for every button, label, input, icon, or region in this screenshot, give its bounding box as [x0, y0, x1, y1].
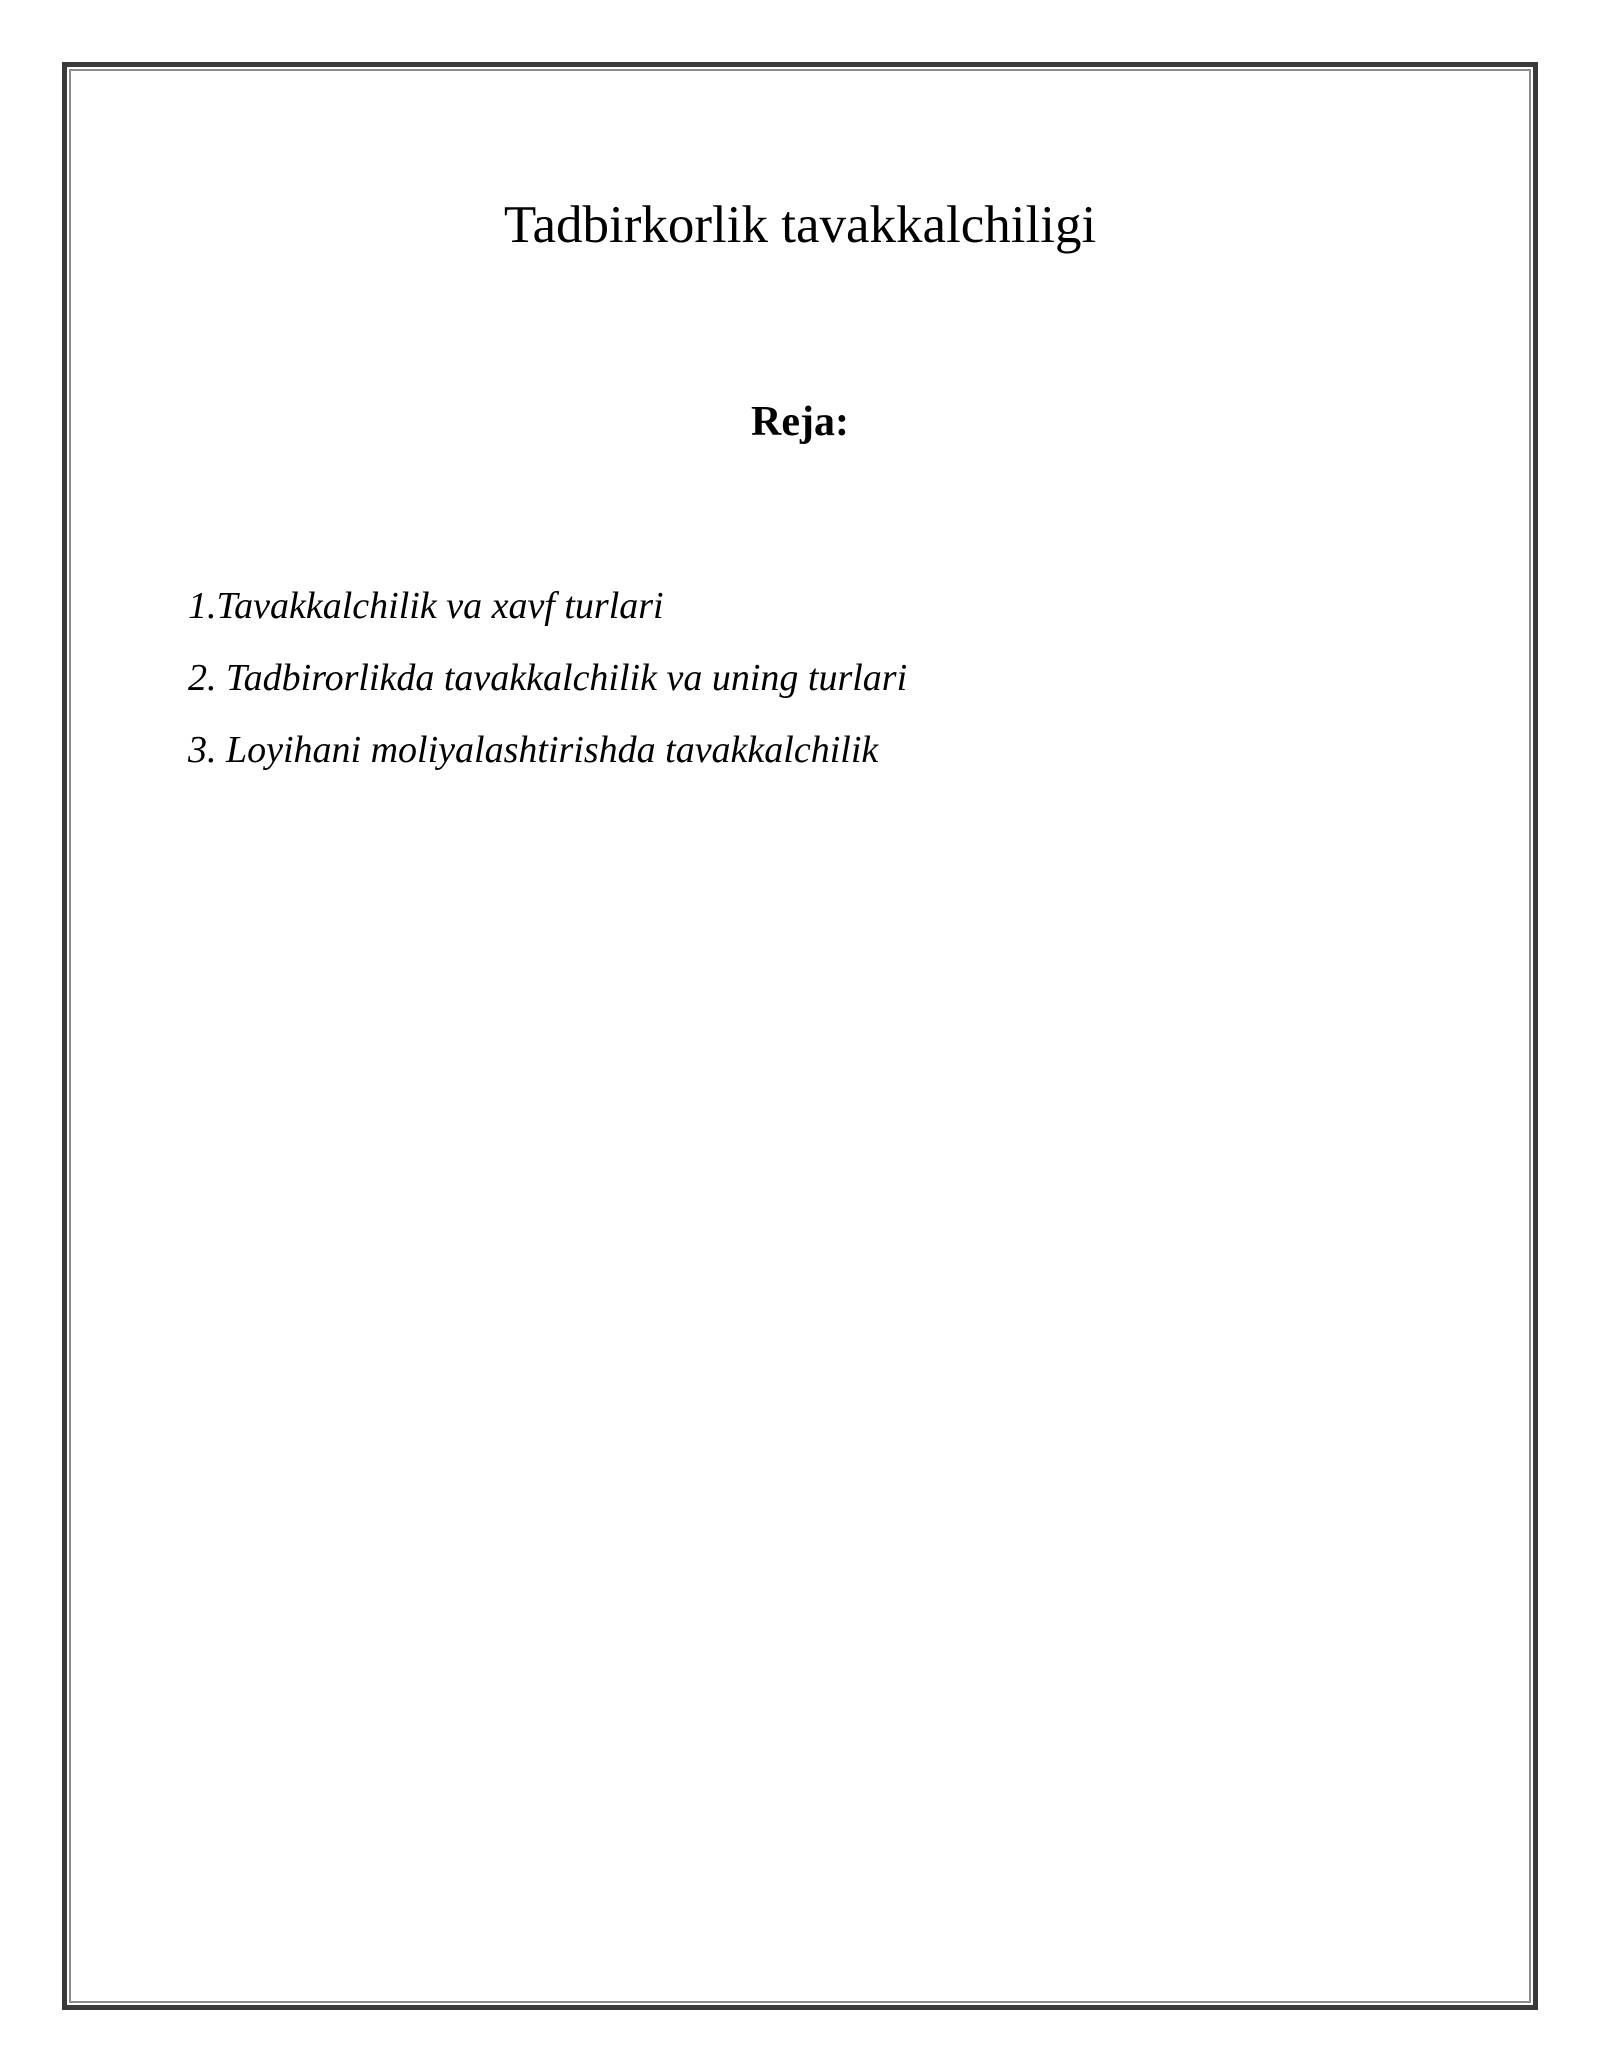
- plan-item-2: 2. Tadbirorlikda tavakkalchilik va uning turlari: [188, 657, 908, 699]
- plan-list: [188, 570, 907, 786]
- page-border: [62, 62, 1538, 2010]
- plan-item-3: 3. Loyihani moliyalashtirishda tavakkalchilik: [188, 729, 879, 771]
- plan-heading: Reja:: [751, 399, 849, 445]
- document-title: Tadbirkorlik tavakkalchiligi: [503, 196, 1097, 254]
- plan-item-1: 1.Tavakkalchilik va xavf turlari: [188, 585, 664, 627]
